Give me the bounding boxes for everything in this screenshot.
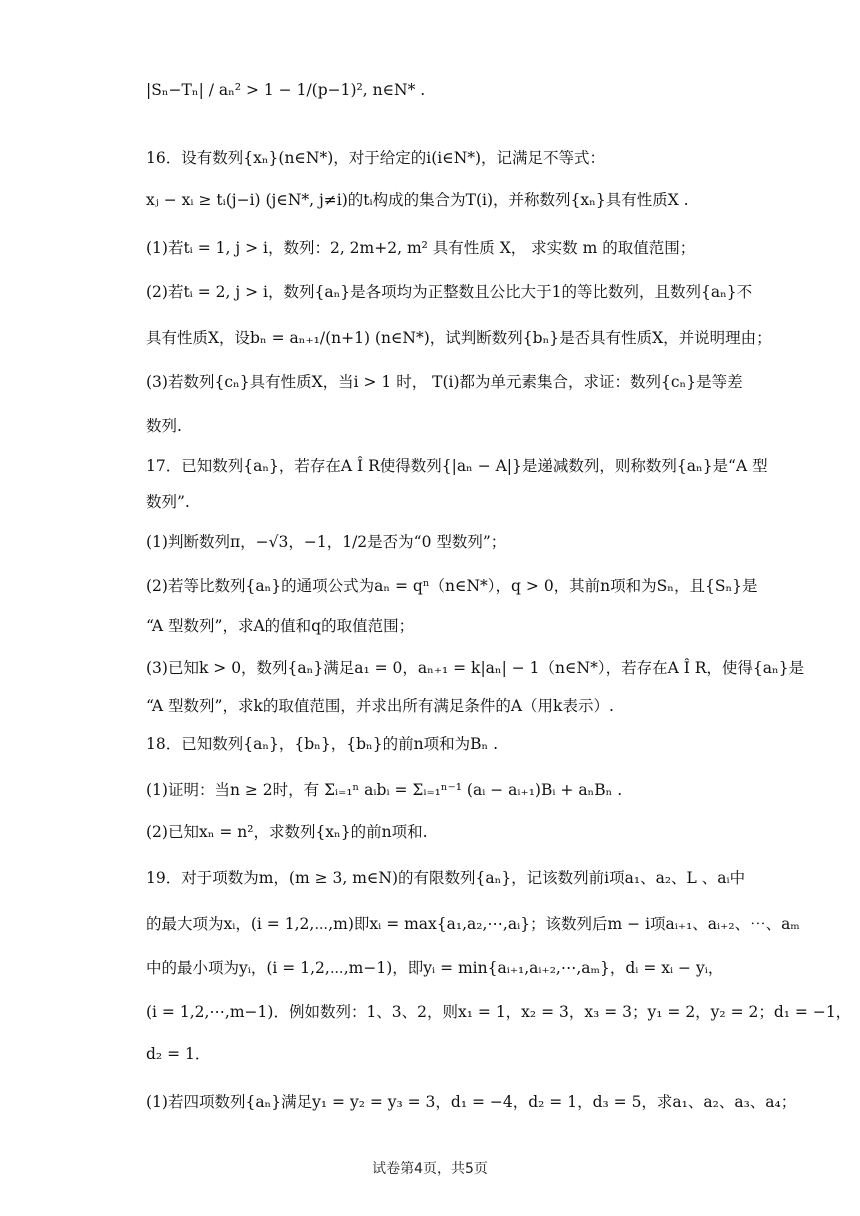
problem-16-part-2: (2)若tᵢ = 2, j > i，数列{aₙ}是各项均为正整数且公比大于1的等比数列，且数列{aₙ}不 — [146, 283, 753, 301]
problem-18-part-2: (2)已知xₙ = n²，求数列{xₙ}的前n项和. — [146, 823, 428, 841]
problem-16-part-1: (1)若tᵢ = 1, j > i，数列：2, 2m+2, m² 具有性质 X， 求实数 m 的取值范围； — [146, 239, 696, 257]
page-footer: 试卷第4页，共5页 — [372, 1161, 488, 1177]
problem-17-part-2: (2)若等比数列{aₙ}的通项公式为aₙ = qⁿ（n∈N*），q > 0，其前n项和为Sₙ，且{Sₙ}是 — [146, 577, 758, 595]
problem-17-part-2-cont: “A 型数列”，求A的值和q的取值范围； — [146, 617, 415, 635]
problem-18-intro: 18．已知数列{aₙ}，{bₙ}，{bₙ}的前n项和为Bₙ . — [146, 735, 499, 753]
problem-16-intro: 16．设有数列{xₙ}(n∈N*)，对于给定的i(i∈N*)，记满足不等式： — [146, 149, 606, 167]
problem-16-condition: xⱼ − xᵢ ≥ tᵢ(j−i) (j∈N*, j≠i)的tᵢ构成的集合为T(i)，并称数列{xₙ}具有性质X . — [146, 191, 689, 209]
problem-16-part-3-cont: 数列. — [146, 417, 182, 435]
problem-19-part-1: (1)若四项数列{aₙ}满足y₁ = y₂ = y₃ = 3，d₁ = −4，d₂ = 1，d₃ = 5，求a₁、a₂、a₃、a₄； — [146, 1093, 797, 1111]
problem-16-part-2-cont: 具有性质X，设bₙ = aₙ₊₁/(n+1) (n∈N*)，试判断数列{bₙ}是否具有性质X，并说明理由； — [146, 329, 772, 347]
problem-17-intro-cont: 数列”. — [146, 493, 190, 511]
problem-19-example-cont: d₂ = 1． — [146, 1045, 211, 1063]
problem-19-intro-2: 的最大项为xᵢ，(i = 1,2,⋯,m)即xᵢ = max{a₁,a₂,⋯,aᵢ}；该数列后m − i项aᵢ₊₁、aᵢ₊₂、⋯、aₘ — [146, 915, 800, 933]
text-line-1: |Sₙ−Tₙ| / aₙ² > 1 − 1/(p−1)², n∈N* . — [146, 81, 426, 99]
problem-17-intro: 17．已知数列{aₙ}，若存在A Î R使得数列{|aₙ − A|}是递减数列，则称数列{aₙ}是“A 型 — [146, 457, 768, 475]
problem-19-example: (i = 1,2,⋯,m−1)．例如数列：1、3、2，则x₁ = 1，x₂ = 3，x₃ = 3；y₁ = 2，y₂ = 2；d₁ = −1， — [146, 1003, 852, 1021]
problem-17-part-1: (1)判断数列π，−√3，−1，1/2是否为“0 型数列”； — [146, 533, 507, 551]
problem-19-intro-3: 中的最小项为yᵢ，(i = 1,2,⋯,m−1)，即yᵢ = min{aᵢ₊₁,aᵢ₊₂,⋯,aₘ}，dᵢ = xᵢ − yᵢ， — [146, 959, 724, 977]
problem-17-part-3: (3)已知k > 0，数列{aₙ}满足a₁ = 0，aₙ₊₁ = k|aₙ| − 1（n∈N*），若存在A Î R，使得{aₙ}是 — [146, 659, 805, 677]
problem-18-part-1: (1)证明：当n ≥ 2时，有 Σᵢ₌₁ⁿ aᵢbᵢ = Σᵢ₌₁ⁿ⁻¹ (aᵢ − aᵢ₊₁)Bᵢ + aₙBₙ . — [146, 781, 623, 799]
problem-19-intro: 19．对于项数为m，(m ≥ 3, m∈N)的有限数列{aₙ}，记该数列前i项a₁、a₂、L 、aᵢ中 — [146, 869, 746, 887]
problem-17-part-3-cont: “A 型数列”，求k的取值范围，并求出所有满足条件的A（用k表示）. — [146, 697, 614, 715]
problem-16-part-3: (3)若数列{cₙ}具有性质X，当i > 1 时， T(i)都为单元素集合，求证：数列{cₙ}是等差 — [146, 373, 743, 391]
